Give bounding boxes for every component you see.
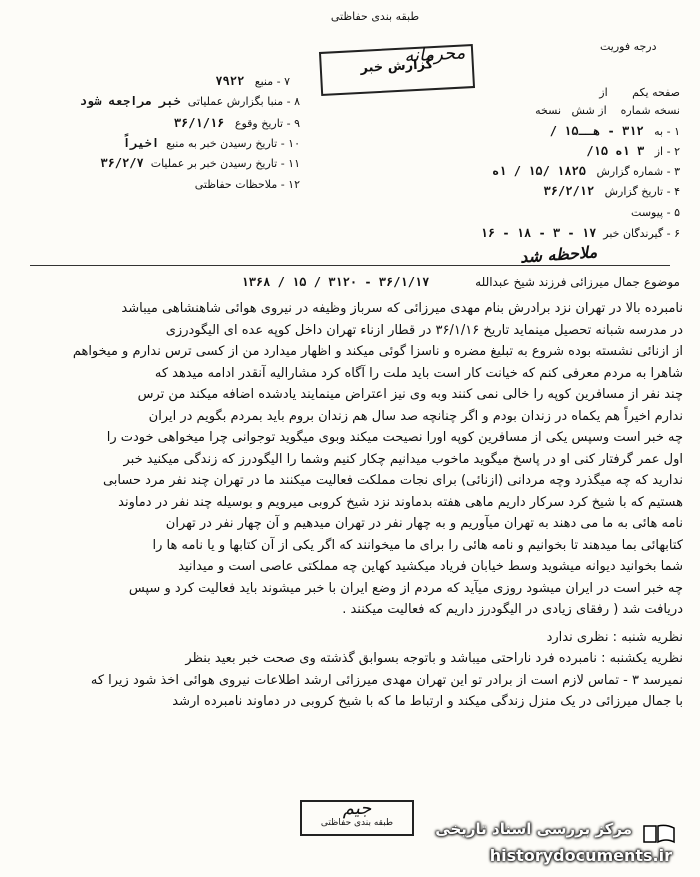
right-field-report-date: ۴ - تاریخ گزارش ۳۶/۲/۱۲ bbox=[543, 184, 680, 198]
body-line: کتابهائی بما میدهند تا بخوانیم و نامه هائی را برای ما میخوانند که اگر یکی از آن کتابها و یا نامه ها را bbox=[152, 537, 683, 553]
body-line: نمیرسد ۳ - تماس لازم است از برادر تو این تهران مهدی میرزائی ارشد اطلاعات نیروی هوائی اخذ شود زیرا که bbox=[90, 672, 683, 688]
right-field-page: صفحه یکم از bbox=[599, 86, 680, 99]
right-field-recipients: ۶ - گیرندگان خبر ۱۷ - ۳ - ۱۸ - ۱۶ bbox=[480, 226, 680, 240]
handwritten-note: ملاحظه شد bbox=[519, 242, 598, 267]
bottom-stamp-text: طبقه بندی حفاظتی bbox=[320, 818, 394, 828]
body-line: نظریه یکشنبه : نامبرده فرد ناراحتی میباشد و باتوجه بسوابق گذشته وی صحت خبر بعید بنظر bbox=[185, 651, 683, 666]
watermark-title: مرکز بررسی اسناد تاریخی bbox=[435, 820, 632, 838]
classification-label: طبقه بندی حفاظتی bbox=[330, 10, 420, 23]
report-stamp bbox=[319, 44, 475, 96]
body-line: از ازنائی نشسته بوده شروع به تبلیغ مضره و ناسزا گوئی میکند و اظهار میدارد من از کسی ترس ندارم و میخواهم bbox=[72, 344, 683, 359]
stamp-title: گزارش خبر bbox=[360, 57, 434, 76]
priority-label: درجه فوریت bbox=[600, 40, 657, 53]
body-line: ندارم اخیراً هم یکماه در زندان بودم و اگر چنانچه صد سال هم زندان بروم باید بمردم بگویم در ایران bbox=[148, 408, 683, 424]
stamp-scrawl: محرمانه bbox=[403, 42, 466, 67]
body-line: اول عمر گرفتار کنی او در پاسخ میگوید ماخوب میدانیم چکار کنیم وشما را الیگودرز که زندگی میکنید خبر bbox=[123, 451, 683, 467]
divider bbox=[30, 265, 670, 266]
body-line: نظریه شنبه : نظری ندارد bbox=[546, 629, 683, 645]
body-line: چه خبر است وسپس یکی از مسافرین کوپه اورا نصیحت میکند وبوی میگوید توجوانی چرا میخواهی خودت را bbox=[106, 430, 683, 445]
body-line: چه خبر است در ایران میشود روزی میآید که مردم از وضع ایران با خبر میشوند باید فعالیت کرد و سپس bbox=[128, 580, 683, 596]
body-line: چند نفر از مسافرین کوپه را خالی نمی کنند وبه وی نیز اعتراض مینمایند یادشده اضافه میکند من ترس bbox=[137, 387, 683, 402]
watermark bbox=[430, 820, 680, 875]
body-line: شاهرا به مردم معرفی کنم که خیانت کار است باید ملت را آگاه کرد مشارالیه آنقدر ادامه میدهد که bbox=[154, 365, 683, 381]
watermark-url: historydocuments.ir bbox=[489, 846, 672, 865]
body-line: دریافت شد ( رفقای زیادی در الیگودرز داریم که فعالیت میکنند . bbox=[342, 602, 683, 617]
report-body bbox=[18, 298, 683, 713]
left-field-source-received: ۱۰ - تاریخ رسیدن خبر به منبع اخیراً bbox=[122, 136, 300, 150]
right-field-copy: نسخه شماره از شش نسخه bbox=[535, 104, 680, 117]
left-field-source: ۷ - منبع ۷۹۲۲ bbox=[215, 74, 290, 88]
right-field-report-number: ۳ - شماره گزارش ۱۸۲۵ /۱۵ / ۱ه bbox=[492, 164, 680, 178]
left-field-occurrence-date: ۹ - تاریخ وقوع ۳۶/۱/۱۶ bbox=[173, 116, 300, 130]
subject-line: موضوع جمال میرزائی فرزند شیخ عبدالله ۳۶/۱/۱۷ - ۳۱۲۰ / ۱۵ / ۱۳۶۸ bbox=[241, 275, 680, 289]
body-line: با جمال میرزائی در یک منزل زندگی میکند و ارتباط ما که با شیخ کروبی در دماوند نامبرده ارشد bbox=[172, 694, 683, 709]
right-field-attachment: ۵ - پیوست bbox=[631, 206, 680, 219]
body-line: نامبرده بالا در تهران نزد برادرش بنام مهدی میرزائی که سرباز وظیفه در نیروی هوائی شاهنشاهی میباشد bbox=[121, 301, 683, 316]
left-field-ops-received: ۱۱ - تاریخ رسیدن خبر بر عملیات ۳۶/۲/۷ bbox=[100, 156, 300, 170]
body-line: شما بخوانید دیوانه میشوید وسط خیابان فریاد میکشید کهاین چه مملکتی عاصی است و میدانید bbox=[178, 559, 683, 574]
body-line: هستیم که با شیخ کرد سرکار داریم ماهی هفته بدماوند نزد شیخ کروبی میرویم و بوسیله چند نفر در دماوند bbox=[118, 494, 683, 510]
left-field-security-notes: ۱۲ - ملاحظات حفاظتی bbox=[194, 178, 300, 191]
right-field-from: ۲ - از ۳ ۱ه ۱۵/ bbox=[586, 144, 680, 158]
bottom-stamp-scrawl: جیم bbox=[342, 798, 372, 819]
left-field-basis: ۸ - منبا بگزارش عملیاتی خبر مراجعه شود bbox=[79, 94, 300, 108]
bottom-stamp bbox=[300, 800, 414, 836]
body-line: نامه هائی به ما می دهند به تهران میآوریم و به چهار نفر در تهران میدهیم و آن چهار نفر در تهران bbox=[165, 516, 683, 531]
right-field-to: ۱ - به ۳۱۲ - هــ۱۵ / bbox=[549, 124, 680, 138]
body-line: ندارید که چه میگذرد وچه مردانی (ازنائی) برای نجات مملکت فعالیت میکنند ما در تهران چند نفر مرد حسابی bbox=[102, 473, 683, 488]
watermark-logo-icon bbox=[642, 822, 676, 846]
body-line: در مدرسه شبانه تحصیل مینماید تاریخ ۳۶/۱/۱۶ در قطار ازناء تهران داخل کوپه عده ای الیگودرزی bbox=[165, 322, 683, 338]
